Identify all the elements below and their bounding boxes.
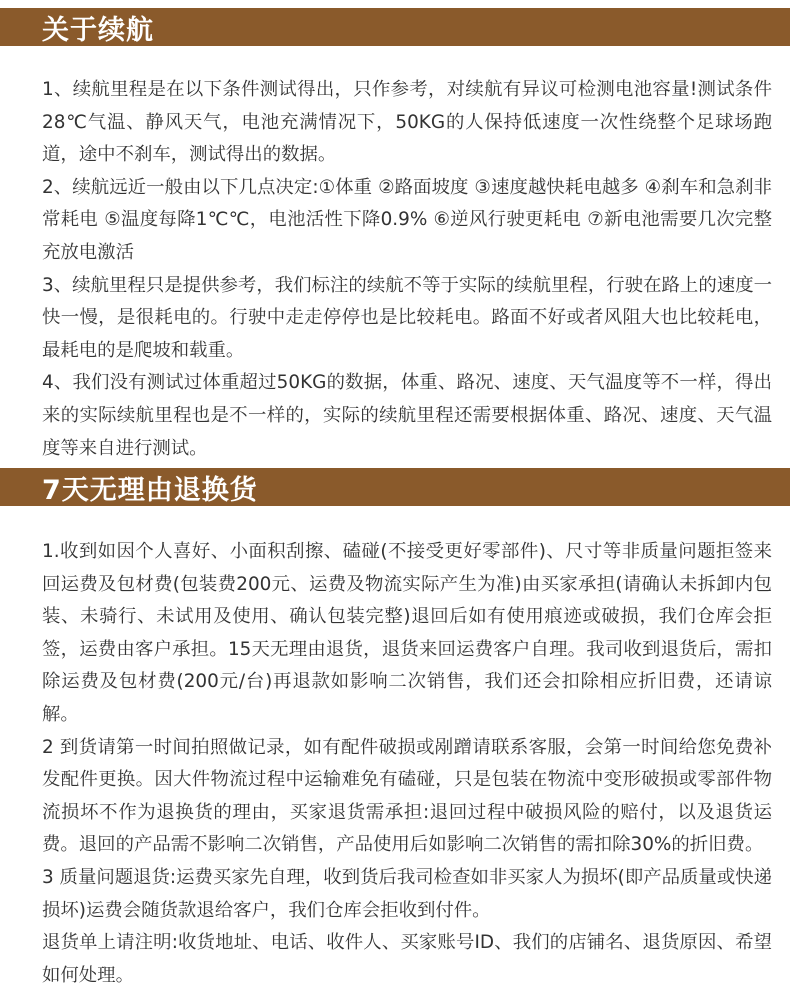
- paragraph: 3、续航里程只是提供参考，我们标注的续航不等于实际的续航里程，行驶在路上的速度一快一慢，是很耗电的。行驶中走走停停也是比较耗电。路面不好或者风阻大也比较耗电，最耗电的是爬坡和载重。: [42, 274, 772, 361]
- paragraph: 4、我们没有测试过体重超过50KG的数据，体重、路况、速度、天气温度等不一样，得出来的实际续航里程也是不一样的，实际的续航里程还需要根据体重、路况、速度、天气温度等来自进行测试。: [42, 372, 772, 459]
- paragraph: 1.收到如因个人喜好、小面积刮擦、磕碰(不接受更好零部件)、尺寸等非质量问题拒签来回运费及包材费(包装费200元、运费及物流实际产生为准)由买家承担(请确认未拆卸内包装、未骑行、未试用及使用、确认包装完整)退回后如有使用痕迹或破损，我们仓库会拒签，运费由客户承担。15天无理由退货，退货来回运费客户自理。我司收到退货后，需扣除运费及包材费(200元/台)再退款如影响二次销售，我们还会扣除相应折旧费，还请谅解。: [42, 541, 772, 725]
- paragraph: 2 到货请第一时间拍照做记录，如有配件破损或剐蹭请联系客服，会第一时间给您免费补发配件更换。因大件物流过程中运输难免有磕碰，只是包装在物流中变形破损或零部件物流损坏不作为退换货的理由，买家退货需承担:退回过程中破损风险的赔付，以及退货运费。退回的产品需不影响二次销售，产品使用后如影响二次销售的需扣除30%的折旧费。: [42, 736, 772, 856]
- section-title-return-policy: 7天无理由退换货: [42, 474, 258, 506]
- paragraph: 1、续航里程是在以下条件测试得出，只作参考，对续航有异议可检测电池容量!测试条件28℃气温、静风天气，电池充满情况下，50KG的人保持低速度一次性绕整个足球场跑道，途中不刹车，测试得出的数据。: [42, 79, 772, 166]
- battery-range-content: [42, 74, 772, 465]
- section-header-return-policy: [0, 468, 790, 506]
- paragraph: 3 质量问题退货:运费买家先自理，收到货后我司检查如非买家人为损坏(即产品质量或快递损坏)运费会随货款退给客户，我们仓库会拒收到付件。: [42, 866, 772, 921]
- section-title-battery-range: 关于续航: [42, 14, 154, 46]
- paragraph: 退货单上请注明:收货地址、电话、收件人、买家账号ID、我们的店铺名、退货原因、希望如何处理。: [42, 932, 772, 986]
- section-header-battery-range: [0, 8, 790, 46]
- return-policy-content: [42, 536, 772, 992]
- paragraph: 2、续航远近一般由以下几点决定:①体重 ②路面坡度 ③速度越快耗电越多 ④刹车和急刹非常耗电 ⑤温度每降1℃℃，电池活性下降0.9% ⑥逆风行驶更耗电 ⑦新电池需要几次完整充放电激活: [42, 176, 772, 263]
